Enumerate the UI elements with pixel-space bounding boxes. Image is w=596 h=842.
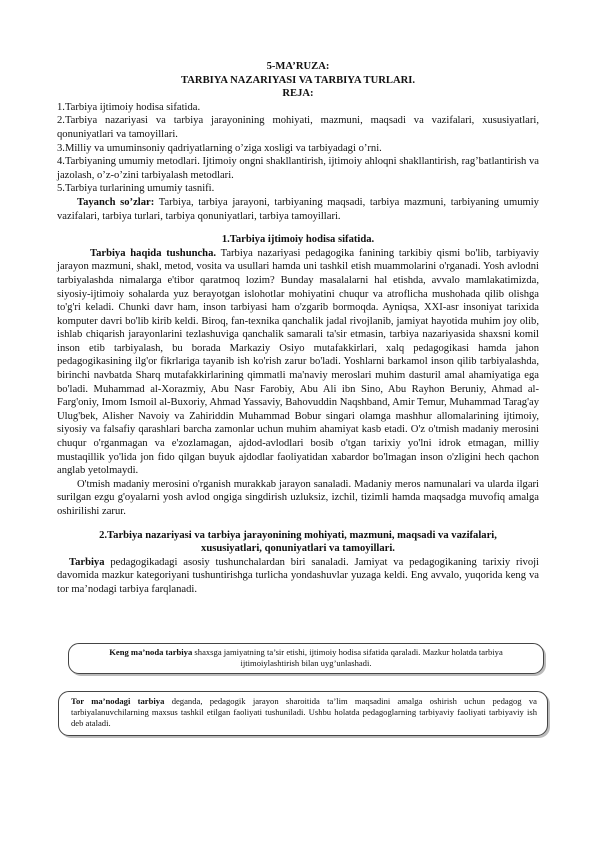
lecture-title: TARBIYA NAZARIYASI VA TARBIYA TURLARI. (180, 74, 416, 86)
plan-heading: REJA: (282, 88, 314, 100)
plan-list (57, 101, 539, 196)
plan-item-1: 1.Tarbiya ijtimoiy hodisa sifatida. (57, 101, 201, 113)
lecture-number: 5-MA’RUZA: (266, 61, 330, 72)
keywords-paragraph (57, 196, 539, 223)
section2-paragraph-1 (57, 556, 539, 597)
broad-definition-label: Keng ma’noda tarbiya (109, 647, 193, 657)
narrow-definition-label: Tor ma’nodagi tarbiya (71, 696, 165, 706)
keywords-text: Tarbiya, tarbiya jarayoni, tarbiyaning maqsadi, tarbiya mazmuni, tarbiyaning umumiy vazifalari, tarbiya turlari, tarbiya qonuniyatlari, tarbiya tamoyillari. (57, 196, 539, 222)
plan-item-3: 3.Milliy va umuminsoniy qadriyatlarning o’ziga xosligi va tarbiyadagi o’rni. (57, 142, 382, 154)
plan-item-4: 4.Tarbiyaning umumiy metodlari. Ijtimoiy ongni shakllantirish, ijtimoiy ahloqni shakllantirish, rag’batlantirish va jazolash, o’z-o’zini tarbiyalash metodlari. (57, 156, 539, 181)
section2-text: pedagogikadagi asosiy tushunchalardan biri sanaladi. Jamiyat va pedagogikaning tarixiy rivoji davomida mazkur kategoriyani tushuntirishga turlicha yondashuvlar yuzaga keldi. Eng avvalo, yuqorida keng va tor ma’nodagi tarbiya farqlanadi. (57, 556, 539, 595)
narrow-definition-text: deganda, pedagogik jarayon sharoitida ta’lim maqsadini amalga oshirish uchun pedagog va tarbiyalanuvchilarning maxsus tashkil etilgan faoliyati tushuniladi. Ushbu holatda pedagoglarning tarbiyaviy faoliyati tarbiyaviy ish deb ataladi. (71, 696, 537, 728)
broad-definition-box (68, 643, 544, 674)
section2-lead: Tarbiya (69, 556, 105, 568)
section1-lead: Tarbiya haqida tushuncha. (90, 247, 217, 259)
plan-item-2: 2.Tarbiya nazariyasi va tarbiya jarayonining mohiyati, mazmuni, maqsadi va vazifalari, xususiyatlari, qonuniyatlari va tamoyillari. (57, 115, 539, 140)
document-body (57, 60, 539, 597)
section1-paragraph-1 (57, 247, 539, 478)
section2-heading-line2: xususiyatlari, qonuniyatlari va tamoyillari. (201, 543, 395, 555)
keywords-label: Tayanch so’zlar: (77, 196, 155, 208)
section1-heading: 1.Tarbiya ijtimoiy hodisa sifatida. (221, 234, 375, 246)
section1-paragraph-2: O'tmish madaniy merosini o'rganish murakkab jarayon sanaladi. Madaniy meros namunalari va ularda ilgari surilgan ezgu g'oyalarni yosh avlod ongiga singdirish uzluksiz, izchil, tizimli hamda maqsadga muvofiq amalga oshirilishi zarur. (57, 478, 539, 517)
broad-definition-text: shaxsga jamiyatning ta’sir etishi, ijtimoiy hodisa sifatida qaraladi. Mazkur holatda tarbiya ijtimoiylashtirish bilan uyg’unlashadi. (192, 647, 503, 668)
section2-heading-line1: 2.Tarbiya nazariyasi va tarbiya jarayonining mohiyati, mazmuni, maqsadi va vazifalari, (99, 529, 497, 541)
narrow-definition-box (58, 691, 548, 736)
section1-text: Tarbiya nazariyasi pedagogika fanining tarkibiy qismi bo'lib, tarbiyaviy jarayon mazmuni, shakl, metod, vosita va usullari hamda uni tashkil etish muammolarini o'rganadi. Yosh avlodni tarbiyalashda nimalarga e'tibor qaratmoq lozim? Bunday masalalarni hal etishda, avvalo mamlakatimizda, siyosiy-ijtimoiy sohalarda yuz berayotgan islohotlar mohiyatini chuqur va atroflicha mushohada qilib olishga to'g'ri keladi. Chunki davr ham, inson tarbiyasi ham o'zgarib bormoqda. Ayniqsa, XXI-asr insoniyat tarixida komputer davri bo'lib kirib keldi. Biroq, fan-texnika qanchalik jadal rivojlanib, jamiyat hayotida muhim joy olib, ishlab chiqarish jarayonlarini tezlashuviga qanchalik samarali ta'sir etmasin, tarbiya nazariyasida shaxsni komil inson etib tarbiyalash, bu borada Markaziy Osiyo mutafakkirlari, xalq pedagogikasi hamda jahon pedagogikasining ilg'or fikrlariga tayanib ish ko'rish zarur bo'ladi. Yoshlarni barkamol inson qilib tarbiyalashda, birinchi navbatda Sharq mutafakkirlarining qimmatli ma'naviy meroslari muhim dasturil amal ahamiyatiga ega bo'ladi. Muhammad al-Xorazmiy, Abu Nasr Farobiy, Abu Ali ibn Sino, Abu Rayhon Beruniy, Ahmad al-Farg'oniy, Imom Ismoil al-Buxoriy, Ahmad Yassaviy, Bahovuddin Naqshband, Amir Temur, Muhammad Tarag'ay Ulug'bek, Alisher Navoiy va Zahiriddin Muhammad Bobur singari olamga mashhur allomalarining ijtimoiy, siyosiy va falsafiy qarashlari barcha zamonlar uchun muhim ahamiyat kasb etadi. O'z o'tmish madaniy merosini chuqur o'rganmagan va e'zozlamagan, ajdod-avlodlari bosib o'tgan tarixiy yo'lni idrok etmagan, milliy mustaqillik yo'lida jon fido qilgan buyuk ajdodlar faoliyatidan xabardor bo'lmagan inson o'zligini hech qachon anglab yetolmaydi. (57, 247, 539, 477)
plan-item-5: 5.Tarbiya turlarining umumiy tasnifi. (57, 183, 215, 195)
